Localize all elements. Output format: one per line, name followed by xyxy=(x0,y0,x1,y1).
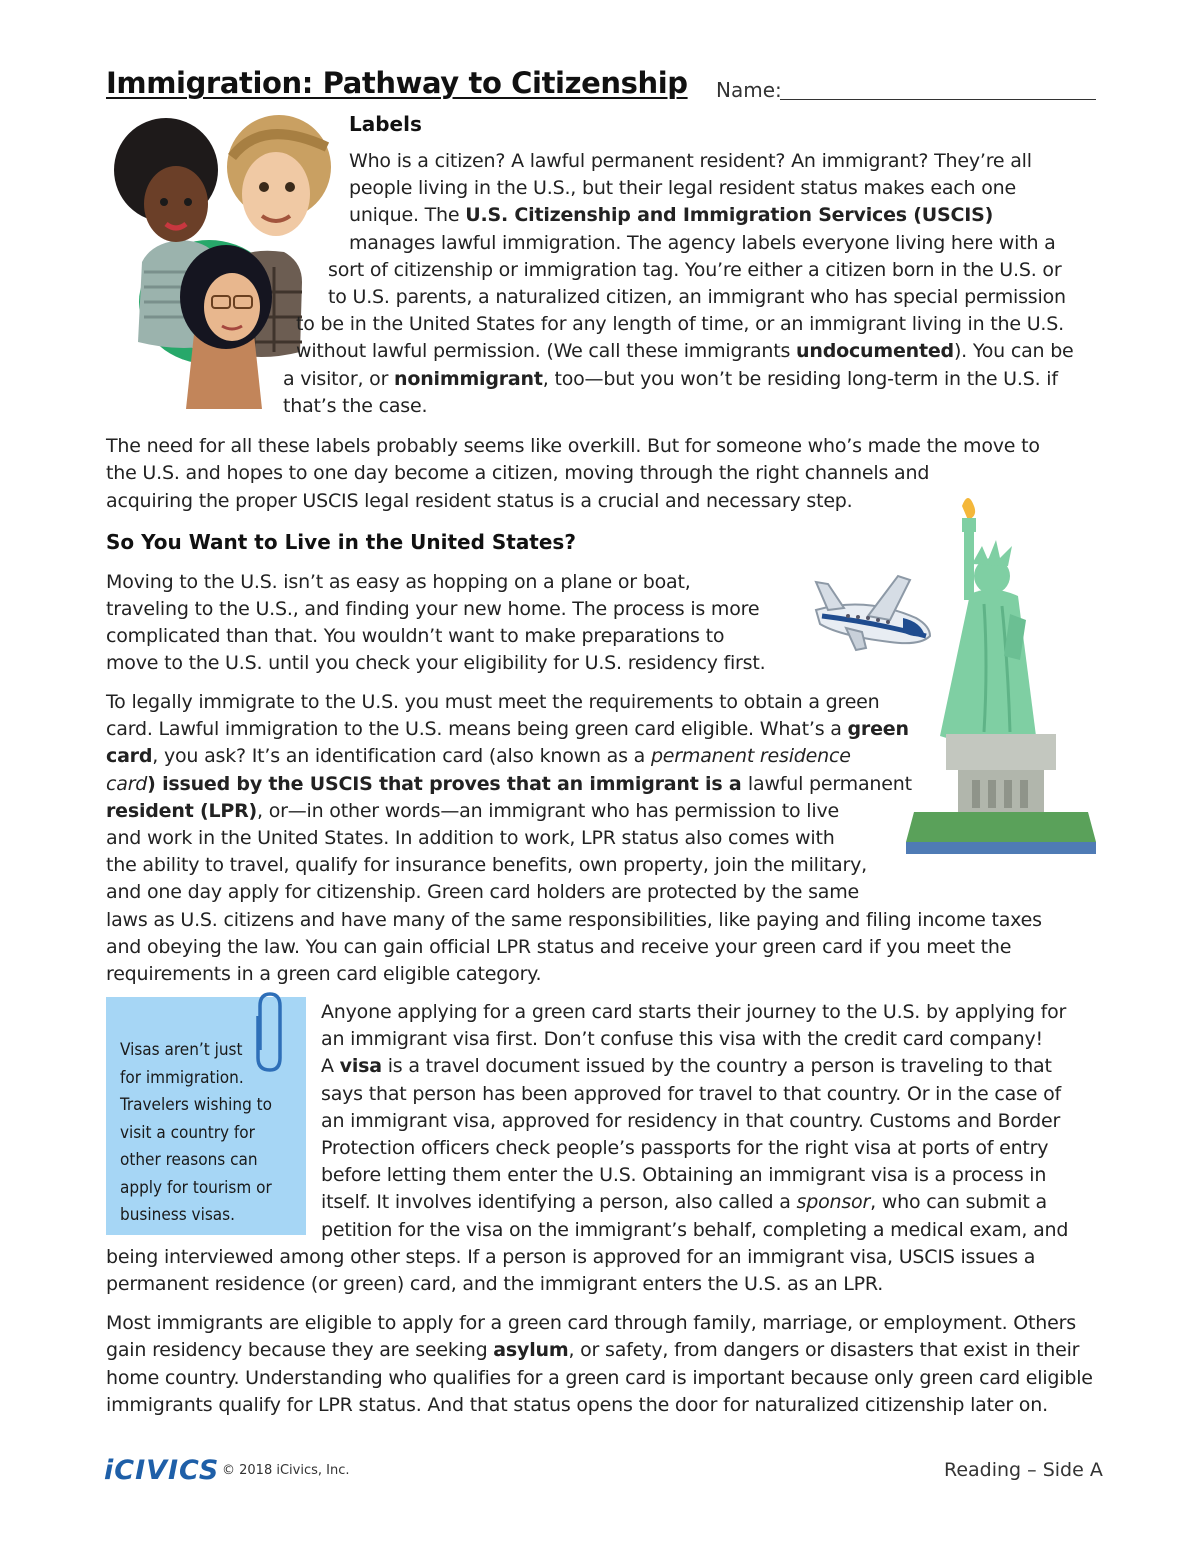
text-line: Most immigrants are eligible to apply for a green card through family, marriage, or employment. Others xyxy=(106,1312,1076,1334)
text-line: requirements in a green card eligible category. xyxy=(106,963,542,985)
text-line: being interviewed among other steps. If a person is approved for an immigrant visa, USCIS issues a xyxy=(106,1245,1036,1268)
text-line: traveling to the U.S., and finding your new home. The process is more xyxy=(106,598,760,620)
text-line: itself. It involves identifying a person, also called a sponsor, who can submit a xyxy=(321,1191,1047,1214)
live-in-us-heading: So You Want to Live in the United States? xyxy=(106,530,576,554)
text-line: acquiring the proper USCIS legal resident status is a crucial and necessary step. xyxy=(106,489,853,512)
text-line: complicated than that. You wouldn’t want to make preparations to xyxy=(106,625,725,647)
text-line: home country. Understanding who qualifies for a green card is important because only green card eligible xyxy=(106,1366,1093,1389)
text-line: Who is a citizen? A lawful permanent resident? An immigrant? They’re all xyxy=(349,150,1032,172)
text-line: and obeying the law. You can gain official LPR status and receive your green card if you meet the xyxy=(106,935,1012,958)
text-line: resident (LPR), or—in other words—an immigrant who has permission to live xyxy=(106,799,839,822)
copyright-text: © 2018 iCivics, Inc. xyxy=(222,1463,350,1478)
text-line: A visa is a travel document issued by the country a person is traveling to that xyxy=(321,1055,1052,1078)
text-line: immigrants qualify for LPR status. And that status opens the door for naturalized citizenship later on. xyxy=(106,1393,1048,1416)
text-line: the U.S. and hopes to one day become a citizen, moving through the right channels and xyxy=(106,462,930,485)
text-line: the ability to travel, qualify for insurance benefits, own property, join the military, xyxy=(106,854,867,877)
text-line: card. Lawful immigration to the U.S. means being green card eligible. What’s a green xyxy=(106,718,909,741)
text-line: To legally immigrate to the U.S. you must meet the requirements to obtain a green xyxy=(106,691,880,713)
text-line: card, you ask? It’s an identification card (also known as a permanent residence xyxy=(106,745,851,768)
text-line: unique. The U.S. Citizenship and Immigration Services (USCIS) xyxy=(349,204,994,227)
text-line: permanent residence (or green) card, and the immigrant enters the U.S. as an LPR. xyxy=(106,1273,884,1295)
icivics-logo: iCIVICS xyxy=(104,1455,220,1486)
text-line: people living in the U.S., but their legal resident status makes each one xyxy=(349,177,1016,200)
text-line: sort of citizenship or immigration tag. You’re either a citizen born in the U.S. or xyxy=(328,258,1062,281)
text-line: to U.S. parents, a naturalized citizen, an immigrant who has special permission xyxy=(328,286,1066,308)
text-line: an immigrant visa, approved for residency in that country. Customs and Border xyxy=(321,1109,1061,1132)
text-line: Protection officers check people’s passports for the right visa at ports of entry xyxy=(321,1137,1049,1159)
page-title: Immigration: Pathway to Citizenship xyxy=(106,66,688,100)
text-line: manages lawful immigration. The agency labels everyone living here with a xyxy=(349,231,1056,254)
name-field-line[interactable] xyxy=(780,99,1096,100)
text-line: card) issued by the USCIS that proves that an immigrant is a lawful permanent xyxy=(106,772,912,795)
labels-heading: Labels xyxy=(349,112,422,136)
text-line: and one day apply for citizenship. Green card holders are protected by the same xyxy=(106,881,860,904)
text-line: petition for the visa on the immigrant’s behalf, completing a medical exam, and xyxy=(321,1218,1069,1241)
text-line: an immigrant visa first. Don’t confuse this visa with the credit card company! xyxy=(321,1028,1043,1051)
paperclip-icon xyxy=(252,990,282,1074)
text-line: gain residency because they are seeking asylum, or safety, from dangers or disasters that exist in their xyxy=(106,1339,1080,1362)
text-line: Moving to the U.S. isn’t as easy as hopping on a plane or boat, xyxy=(106,571,691,593)
text-line: Anyone applying for a green card starts their journey to the U.S. by applying for xyxy=(321,1001,1067,1023)
text-line: laws as U.S. citizens and have many of the same responsibilities, like paying and filing income taxes xyxy=(106,908,1042,931)
text-line: without lawful permission. (We call these immigrants undocumented). You can be xyxy=(296,340,1074,363)
text-line: a visitor, or nonimmigrant, too—but you won’t be residing long-term in the U.S. if xyxy=(283,367,1058,390)
text-line: The need for all these labels probably seems like overkill. But for someone who’s made the move to xyxy=(106,435,1040,457)
text-line: move to the U.S. until you check your eligibility for U.S. residency first. xyxy=(106,652,766,674)
text-line: and work in the United States. In addition to work, LPR status also comes with xyxy=(106,827,835,849)
text-line: that’s the case. xyxy=(283,394,428,417)
page-side-label: Reading – Side A xyxy=(944,1459,1103,1481)
text-line: before letting them enter the U.S. Obtaining an immigrant visa is a process in xyxy=(321,1164,1047,1187)
text-line: to be in the United States for any length of time, or an immigrant living in the U.S. xyxy=(296,313,1064,336)
name-label: Name: xyxy=(716,78,782,102)
statue-of-liberty-illustration xyxy=(906,494,1096,860)
visa-tip-text: Visas aren’t just for immigration. Travelers wishing to visit a country for other reasons can apply for tourism or business visas. xyxy=(120,1040,273,1225)
text-line: says that person has been approved for travel to that country. Or in the case of xyxy=(321,1082,1061,1105)
